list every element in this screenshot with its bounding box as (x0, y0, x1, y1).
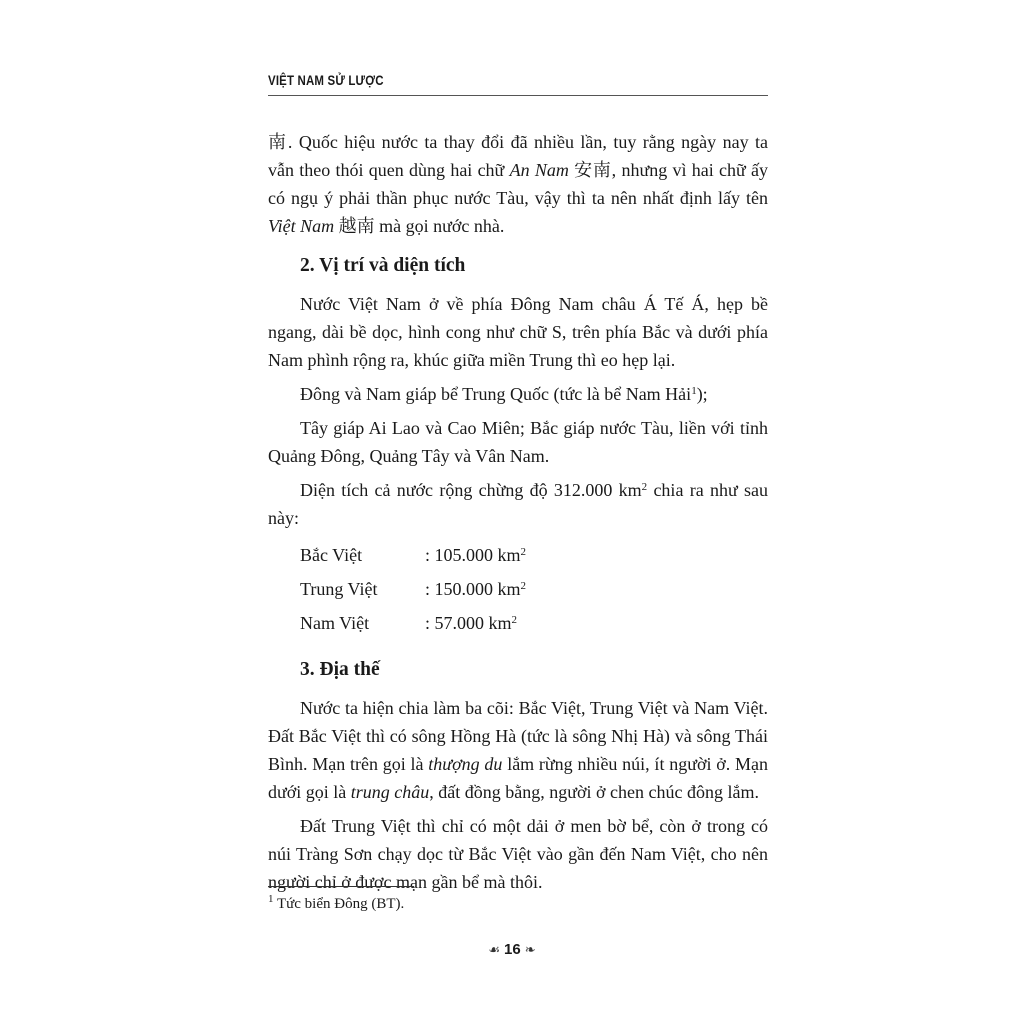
superscript: 2 (511, 614, 518, 626)
paragraph-west-north-border: Tây giáp Ai Lao và Cao Miên; Bắc giáp nước Tàu, liền với tỉnh Quảng Đông, Quảng Tây và Vân Nam. (268, 418, 768, 466)
paragraph-location: Nước Việt Nam ở về phía Đông Nam châu Á Tế Á, hẹp bề ngang, dài bề dọc, hình cong như chữ S, trên phía Bắc và dưới phía Nam phình rộng ra, khúc giữa miền Trung thì eo hẹp lại. (268, 294, 768, 370)
paragraph-terrain (268, 694, 768, 806)
paragraph-intro (268, 128, 768, 240)
area-value: : 57.000 km (425, 613, 512, 633)
section-heading-terrain: 3. Địa thế (300, 659, 380, 680)
paragraph-central-region: Đất Trung Việt thì chỉ có một dải ở men bờ bể, còn ở trong có núi Tràng Sơn chạy dọc từ Bắc Việt vào gần đến Nam Việt, cho nên người chỉ ở được mạn gần bể mà thôi. (268, 816, 768, 892)
italic-term: thượng du (428, 754, 503, 774)
superscript: 2 (520, 580, 527, 592)
italic-term: trung châu (350, 782, 430, 802)
region-name: Bắc Việt (300, 545, 363, 565)
footnote-marker: 1 (268, 893, 274, 905)
running-title: VIỆT NAM SỬ LƯỢC (268, 72, 384, 88)
text-run: chia ra như sau này: (268, 480, 768, 528)
footnote-rule (268, 886, 414, 887)
page-number-footer (0, 941, 1024, 958)
text-run: , đất đồng bằng, người ở chen chúc đông lắm. (429, 782, 760, 802)
area-value: : 105.000 km (425, 545, 521, 565)
region-area (425, 606, 526, 640)
text-run: lắm rừng nhiều núi, ít người ở. Mạn dưới gọi là (268, 754, 768, 802)
page-body (268, 128, 768, 896)
header-rule (268, 95, 768, 96)
ornament-right-icon: ❧ (524, 943, 536, 958)
section-heading-location: 2. Vị trí và diện tích (300, 255, 466, 276)
table-row (300, 606, 526, 640)
superscript: 2 (641, 481, 648, 493)
paragraph-east-south-border (268, 380, 768, 408)
italic-term: An Nam (509, 160, 569, 180)
table-row (300, 538, 526, 572)
area-value: : 150.000 km (425, 579, 521, 599)
page-number: 16 (504, 941, 521, 958)
text-run: 安南, nhưng vì hai chữ ấy có ngụ ý phải thần phục nước Tàu, vậy thì ta nên nhất định lấy tên (268, 160, 769, 208)
superscript: 2 (520, 546, 527, 558)
footnote-ref: 1 (691, 385, 697, 397)
table-row (300, 572, 526, 606)
text-run: 南. Quốc hiệu nước ta thay đổi đã nhiều lần, tuy rằng ngày nay ta vẫn theo thói quen dùng hai chữ (268, 132, 768, 180)
text-run: Đông và Nam giáp bể Trung Quốc (tức là bể Nam Hải (300, 384, 692, 404)
region-area (425, 538, 526, 572)
text-run: Diện tích cả nước rộng chừng độ 312.000 km (300, 480, 642, 500)
footnote (268, 894, 404, 914)
area-table (300, 538, 526, 640)
text-run: Nước ta hiện chia làm ba cõi: Bắc Việt, Trung Việt và Nam Việt. Đất Bắc Việt thì có sông Hồng Hà (tức là sông Nhị Hà) và sông Thái Bình. Mạn trên gọi là (268, 698, 768, 774)
text-run: 越南 mà gọi nước nhà. (334, 216, 505, 236)
ornament-left-icon: ☙ (488, 943, 501, 958)
footnote-text: Tức biển Đông (BT). (273, 896, 405, 912)
text-run: ); (696, 384, 708, 404)
region-name: Nam Việt (300, 613, 370, 633)
region-name: Trung Việt (300, 579, 378, 599)
italic-term: Việt Nam (268, 216, 335, 236)
region-area (425, 572, 526, 606)
paragraph-area (268, 476, 768, 532)
